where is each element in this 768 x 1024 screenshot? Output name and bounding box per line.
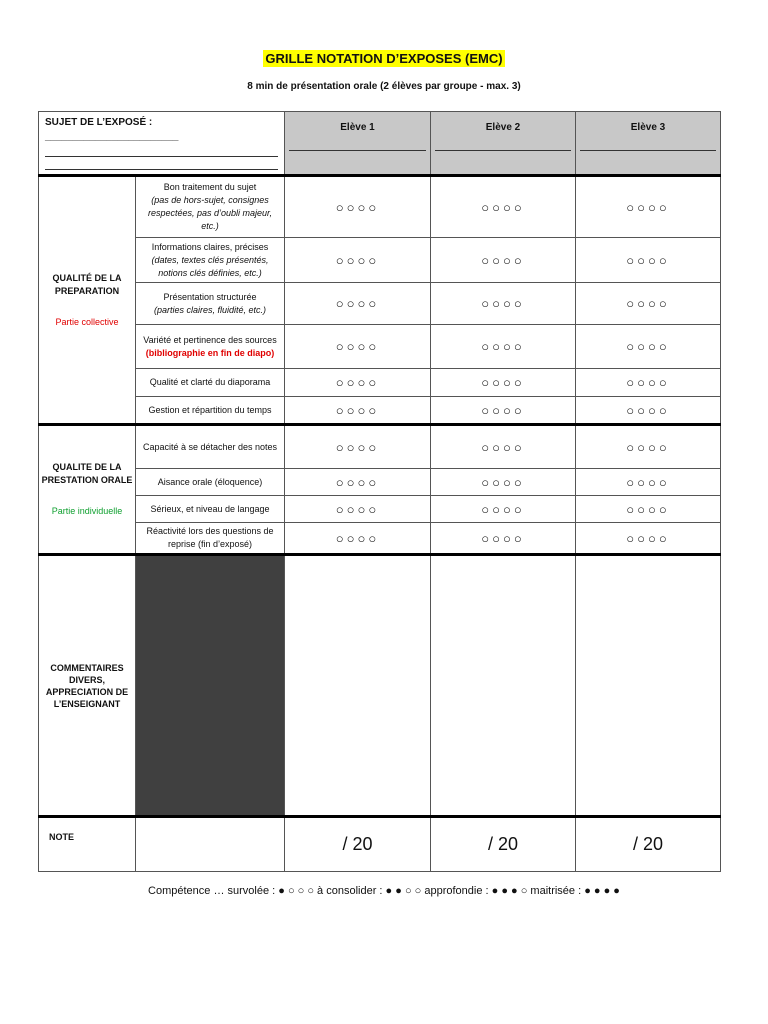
rating-circles[interactable]: ○○○○ xyxy=(431,325,576,369)
rating-circles[interactable]: ○○○○ xyxy=(285,397,431,425)
rating-circles[interactable]: ○○○○ xyxy=(285,369,431,397)
score-student-3[interactable]: / 20 xyxy=(576,817,721,872)
student-3-header: Elève 3 xyxy=(576,112,721,176)
note-empty-cell xyxy=(136,817,285,872)
rating-circles[interactable]: ○○○○ xyxy=(431,425,576,469)
criterion-7: Capacité à se détacher des notes xyxy=(136,425,285,469)
competence-legend: Compétence … survolée : ● ○ ○ ○ à consolider : ● ● ○ ○ approfondie : ● ● ● ○ maitrisée : ● ● ● ● xyxy=(148,885,620,897)
rating-circles[interactable]: ○○○○ xyxy=(431,176,576,238)
student-2-header: Elève 2 xyxy=(431,112,576,176)
rating-circles[interactable]: ○○○○ xyxy=(576,425,721,469)
section-oral: QUALITE DE LA PRESTATION ORALE Partie individuelle xyxy=(39,425,136,555)
document-subtitle: 8 min de présentation orale (2 élèves par groupe - max. 3) xyxy=(247,81,521,92)
rating-circles[interactable]: ○○○○ xyxy=(576,238,721,283)
rating-circles[interactable]: ○○○○ xyxy=(431,369,576,397)
comment-student-1[interactable] xyxy=(285,555,431,817)
rating-circles[interactable]: ○○○○ xyxy=(285,496,431,523)
criterion-1: Bon traitement du sujet (pas de hors-sujet, consignes respectées, pas d’oubli majeur, etc.) xyxy=(136,176,285,238)
criterion-2: Informations claires, précises (dates, textes clés présentés, notions clés définies, etc.) xyxy=(136,238,285,283)
score-student-1[interactable]: / 20 xyxy=(285,817,431,872)
criterion-9: Sérieux, et niveau de langage xyxy=(136,496,285,523)
student-1-header: Elève 1 xyxy=(285,112,431,176)
rating-circles[interactable]: ○○○○ xyxy=(576,283,721,325)
score-student-2[interactable]: / 20 xyxy=(431,817,576,872)
rating-circles[interactable]: ○○○○ xyxy=(285,238,431,283)
comment-student-2[interactable] xyxy=(431,555,576,817)
criterion-3: Présentation structurée (parties claires, fluidité, etc.) xyxy=(136,283,285,325)
note-label: NOTE xyxy=(39,817,136,872)
rating-circles[interactable]: ○○○○ xyxy=(431,523,576,555)
criterion-6: Gestion et répartition du temps xyxy=(136,397,285,425)
rating-circles[interactable]: ○○○○ xyxy=(431,469,576,496)
rating-circles[interactable]: ○○○○ xyxy=(285,469,431,496)
section-preparation: QUALITÉ DE LA PREPARATION Partie collective xyxy=(39,176,136,425)
document-title: GRILLE NOTATION D’EXPOSES (EMC) xyxy=(265,51,503,66)
rating-circles[interactable]: ○○○○ xyxy=(576,469,721,496)
rating-circles[interactable]: ○○○○ xyxy=(285,425,431,469)
rating-circles[interactable]: ○○○○ xyxy=(576,325,721,369)
rating-circles[interactable]: ○○○○ xyxy=(431,496,576,523)
rating-circles[interactable]: ○○○○ xyxy=(576,369,721,397)
rating-circles[interactable]: ○○○○ xyxy=(431,283,576,325)
criterion-4: Variété et pertinence des sources (bibliographie en fin de diapo) xyxy=(136,325,285,369)
criterion-5: Qualité et clarté du diaporama xyxy=(136,369,285,397)
comment-student-3[interactable] xyxy=(576,555,721,817)
rating-circles[interactable]: ○○○○ xyxy=(285,176,431,238)
rating-circles[interactable]: ○○○○ xyxy=(285,325,431,369)
rating-circles[interactable]: ○○○○ xyxy=(576,496,721,523)
rating-circles[interactable]: ○○○○ xyxy=(431,397,576,425)
criterion-8: Aisance orale (éloquence) xyxy=(136,469,285,496)
rating-circles[interactable]: ○○○○ xyxy=(285,283,431,325)
rating-circles[interactable]: ○○○○ xyxy=(576,523,721,555)
rating-circles[interactable]: ○○○○ xyxy=(576,397,721,425)
grading-grid xyxy=(38,111,721,872)
rating-circles[interactable]: ○○○○ xyxy=(431,238,576,283)
rating-circles[interactable]: ○○○○ xyxy=(285,523,431,555)
comments-label: COMMENTAIRES DIVERS, APPRECIATION DE L’ENSEIGNANT xyxy=(39,555,136,817)
rating-circles[interactable]: ○○○○ xyxy=(576,176,721,238)
shaded-cell xyxy=(136,555,285,817)
subject-cell[interactable]: SUJET DE L’EXPOSÉ : ________________________ xyxy=(39,112,285,176)
criterion-10: Réactivité lors des questions de reprise (fin d’exposé) xyxy=(136,523,285,555)
